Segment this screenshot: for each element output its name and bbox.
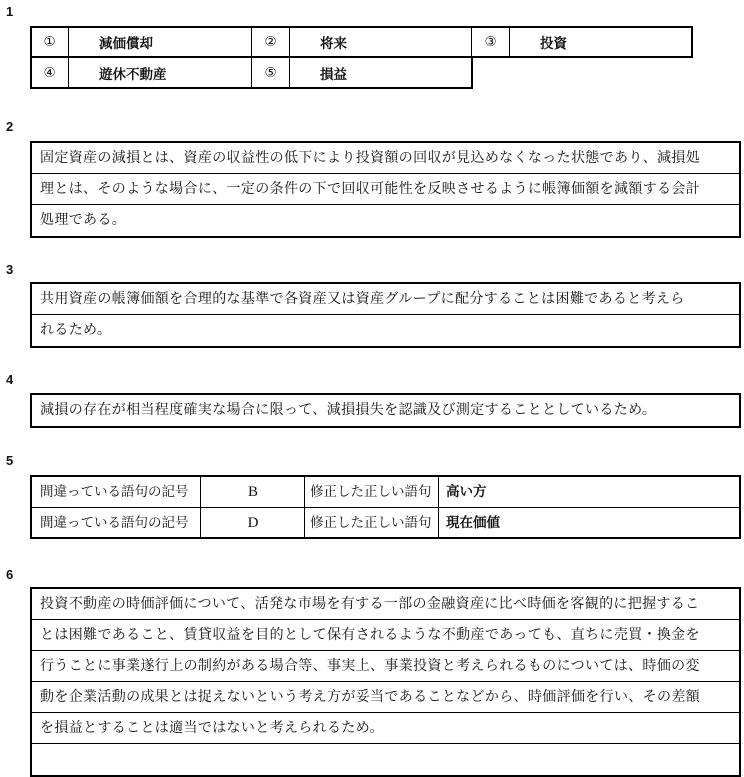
q1-marker-5: ⑤ xyxy=(251,57,289,88)
q1-marker-1: ① xyxy=(30,26,68,57)
q3-line-1: 共用資産の帳簿価額を合理的な基準で各資産又は資産グループに配分することは困難であると考えら xyxy=(32,284,739,315)
q1-marker-4: ④ xyxy=(30,57,68,88)
q1-term-2: 将来 xyxy=(289,26,471,57)
q1-marker-3: ③ xyxy=(471,26,509,57)
question-number-3: 3 xyxy=(6,262,14,277)
question-number-2: 2 xyxy=(6,119,14,134)
table-row xyxy=(32,508,739,538)
q5-correct-term: 高い方 xyxy=(446,484,487,500)
q1-term-5: 損益 xyxy=(289,57,471,88)
q4-line-1: 減損の存在が相当程度確実な場合に限って、減損損失を認識及び測定することとしているため。 xyxy=(40,402,657,418)
question-number-5: 5 xyxy=(6,453,14,468)
q5-label-wrong-symbol: 間違っている語句の記号 xyxy=(40,484,189,500)
q1-marker-2: ② xyxy=(251,26,289,57)
question-number-1: 1 xyxy=(6,4,14,19)
q6-line-3: 行うことに事業遂行上の制約がある場合等、事実上、事業投資と考えられるものについては、時価の変 xyxy=(32,651,739,682)
q2-line-1: 固定資産の減損とは、資産の収益性の低下により投資額の回収が見込めなくなった状態であり、減損処 xyxy=(32,143,739,174)
q5-label-correct-term: 修正した正しい語句 xyxy=(310,484,432,500)
q5-wrong-symbol: B xyxy=(247,484,258,500)
q1-term-1: 減価償却 xyxy=(68,26,251,57)
q4-answer-box xyxy=(30,393,741,428)
q3-answer-box xyxy=(30,282,741,348)
q2-line-2: 理とは、そのような場合に、一定の条件の下で回収可能性を反映させるように帳簿価額を減額する会計 xyxy=(32,174,739,205)
q2-line-3: 処理である。 xyxy=(40,212,127,228)
q6-line-4: 動を企業活動の成果とは捉えないという考え方が妥当であることなどから、時価評価を行い、その差額 xyxy=(32,682,739,713)
q5-wrong-symbol: D xyxy=(247,515,259,531)
q5-label-wrong-symbol: 間違っている語句の記号 xyxy=(40,515,189,531)
question-number-4: 4 xyxy=(6,372,14,387)
q2-answer-box xyxy=(30,141,741,238)
q1-term-3: 投資 xyxy=(509,26,691,57)
q3-line-2: れるため。 xyxy=(40,322,112,338)
q6-answer-box xyxy=(30,587,741,777)
q6-line-1: 投資不動産の時価評価について、活発な市場を有する一部の金融資産に比べ時価を客観的に把握するこ xyxy=(32,589,739,620)
q5-answer-table xyxy=(30,475,741,539)
q5-label-correct-term: 修正した正しい語句 xyxy=(310,515,432,531)
q1-term-4: 遊休不動産 xyxy=(68,57,251,88)
q6-line-5: を損益とすることは適当ではないと考えられるため。 xyxy=(32,713,739,744)
q6-line-2: とは困難であること、賃貸収益を目的として保有されるような不動産であっても、直ちに売買・換金を xyxy=(32,620,739,651)
q5-correct-term: 現在価値 xyxy=(446,515,500,531)
table-row xyxy=(32,477,739,507)
q6-line-6 xyxy=(32,744,739,775)
question-number-6: 6 xyxy=(6,567,14,582)
